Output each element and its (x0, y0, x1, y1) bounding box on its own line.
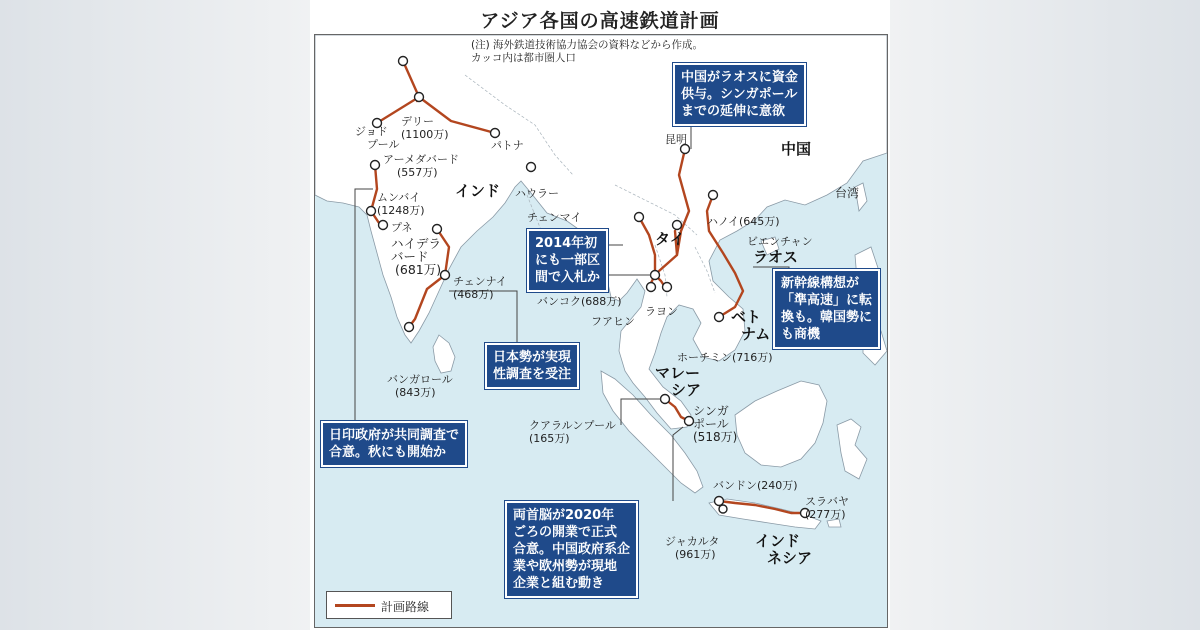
country-malaysia (655, 365, 701, 399)
marker-chiangmai (635, 213, 644, 222)
label-kl (529, 419, 616, 445)
label-mumbai-name: ムンバイ (377, 191, 421, 204)
label-kl-name: クアラルンプール (529, 419, 616, 432)
marker-ahmedabad (371, 161, 380, 170)
source-note-line-1: (注) 海外鉄道技術協力協会の資料などから作成。 (471, 39, 704, 51)
country-vietnam (731, 309, 770, 343)
map (314, 34, 888, 628)
borneo (735, 381, 827, 467)
sulawesi (837, 419, 867, 479)
country-indonesia (755, 533, 812, 567)
marker-mumbai (367, 207, 376, 216)
country-vietnam-line-2: ナム (741, 325, 771, 343)
marker-bandung (719, 505, 727, 513)
label-kunming: 昆明 (665, 133, 687, 146)
callout-thailand: 2014年初 にも一部区 間で入札か (527, 229, 608, 292)
country-china: 中国 (781, 140, 812, 158)
marker-pune (379, 221, 388, 230)
callout-china-laos: 中国がラオスに資金 供与。シンガポール までの延伸に意欲 (673, 63, 806, 126)
map-title: アジア各国の高速鉄道計画 (480, 10, 720, 32)
label-jakarta-pop: (961万) (675, 548, 716, 561)
label-bangalore-pop: (843万) (395, 386, 436, 399)
callout-india-japan: 日印政府が共同調査で 合意。秋にも開始か (321, 421, 467, 467)
country-indonesia-line-2: ネシア (767, 549, 813, 567)
label-ahmedabad (383, 153, 459, 179)
label-jodhpur (355, 125, 399, 151)
source-note-line-2: カッコ内は都市圏人口 (471, 52, 576, 64)
marker-bangkok (651, 271, 660, 280)
label-singapore-pop: (518万) (693, 430, 738, 444)
label-delhi-name: デリー (401, 115, 434, 128)
country-taiwan: 台湾 (835, 186, 860, 200)
label-jodhpur-line-2: プール (367, 138, 400, 151)
country-laos: ラオス (753, 248, 798, 266)
label-bangalore (387, 373, 453, 399)
legend-route-swatch (335, 604, 375, 607)
sri-lanka (433, 335, 455, 373)
label-chennai-name: チェンナイ (453, 275, 507, 288)
label-delhi-pop: (1100万) (401, 128, 449, 141)
country-india: インド (455, 182, 501, 200)
marker-patna (491, 129, 500, 138)
label-hyderabad-line-1: ハイデラ (391, 236, 442, 251)
label-chennai-pop: (468万) (453, 288, 494, 301)
label-surabaya-name: スラバヤ (805, 495, 849, 508)
label-delhi (401, 115, 449, 141)
marker-rayong (663, 283, 672, 292)
label-hyderabad (391, 237, 441, 276)
label-singapore (693, 405, 737, 444)
country-malaysia-line-2: シア (671, 381, 702, 399)
marker-jakarta (715, 497, 724, 506)
label-bandung: バンドン(240万) (713, 479, 798, 492)
label-chiangmai: チェンマイ (527, 211, 582, 224)
label-singapore-line-2: ポール (693, 417, 729, 431)
marker-chennai (441, 271, 450, 280)
label-jodhpur-line-1: ジョド (355, 125, 388, 138)
label-singapore-line-1: シンガ (693, 404, 729, 418)
marker-hanoi (709, 191, 718, 200)
label-jakarta-name: ジャカルタ (665, 535, 720, 548)
label-mumbai-pop: (1248万) (377, 204, 425, 217)
label-surabaya (805, 495, 849, 521)
label-hcm: ホーチミン(716万) (677, 351, 773, 364)
label-jakarta (665, 535, 719, 561)
label-kl-pop: (165万) (529, 432, 570, 445)
marker-delhi-north (399, 57, 408, 66)
country-malaysia-line-1: マレー (655, 364, 701, 382)
country-thailand: タイ (655, 230, 685, 248)
label-bangalore-name: バンガロール (387, 373, 453, 386)
label-pune: プネ (391, 221, 413, 234)
label-patna: パトナ (491, 139, 524, 152)
callout-vietnam: 新幹線構想が 「準高速」に転 換も。韓国勢に も商機 (773, 269, 880, 349)
callout-malaysia-singapore: 両首脳が2020年 ごろの開業で正式 合意。中国政府系企 業や欧州勢が現地 企業と組む動き (505, 501, 638, 598)
label-huahin: フアヒン (591, 315, 635, 328)
label-surabaya-pop: (277万) (805, 508, 846, 521)
marker-hcm (715, 313, 724, 322)
callout-japan-study: 日本勢が実現 性調査を受注 (485, 343, 579, 389)
marker-delhi (415, 93, 424, 102)
source-note (471, 39, 703, 65)
country-vietnam-line-1: ベト (731, 308, 762, 326)
marker-vientiane (673, 221, 682, 230)
label-hanoi: ハノイ(645万) (707, 215, 780, 228)
marker-hyderabad (433, 225, 442, 234)
marker-bangalore (405, 323, 414, 332)
label-ahmedabad-pop: (557万) (397, 166, 438, 179)
label-hyderabad-pop: (681万) (395, 262, 442, 277)
label-howrah: ハウラー (515, 187, 559, 200)
legend-label: 計画路線 (381, 600, 430, 614)
marker-howrah (527, 163, 536, 172)
country-indonesia-line-1: インド (755, 532, 801, 550)
label-ahmedabad-name: アーメダバード (383, 153, 460, 166)
label-rayong: ラヨン (645, 305, 678, 318)
label-chennai (453, 275, 507, 301)
label-vientiane: ビエンチャン (747, 235, 813, 248)
marker-huahin (647, 283, 656, 292)
label-hyderabad-line-2: バード (391, 249, 429, 264)
label-bangkok: バンコク(688万) (537, 295, 622, 308)
legend (326, 591, 452, 619)
label-mumbai (377, 191, 425, 217)
